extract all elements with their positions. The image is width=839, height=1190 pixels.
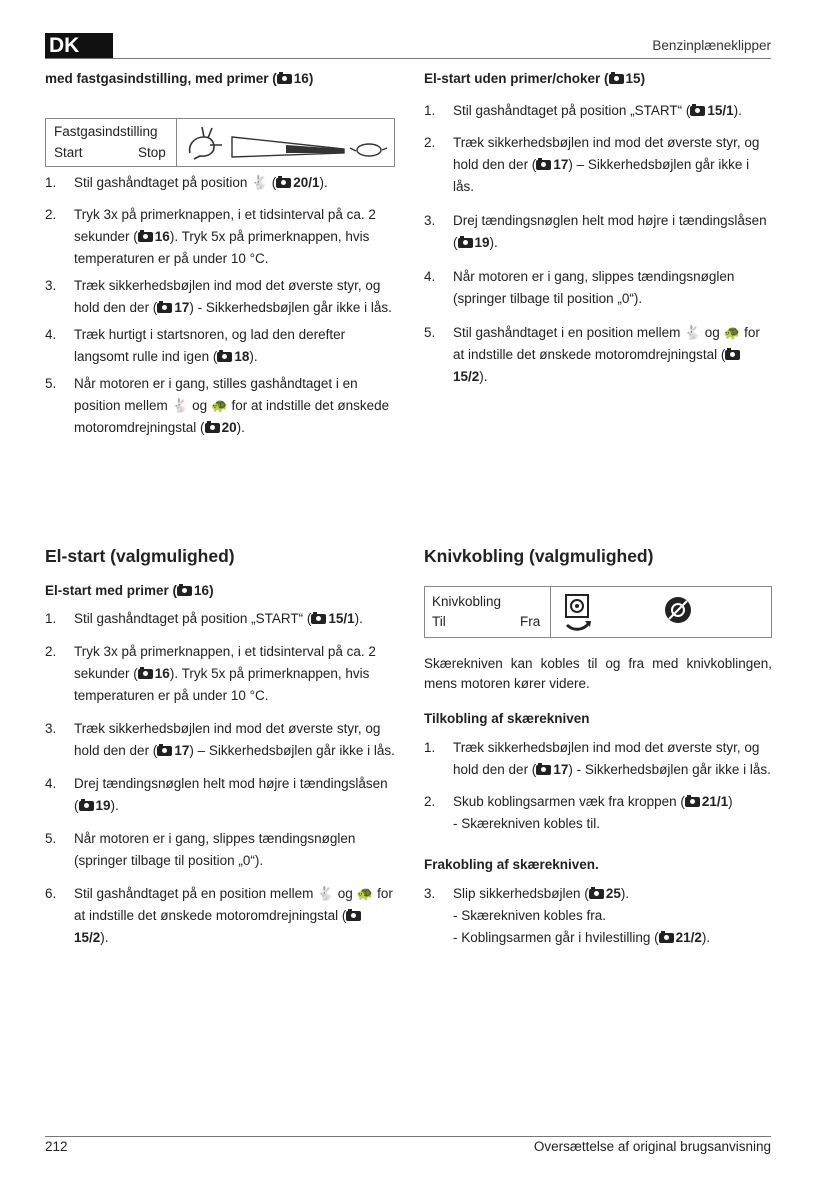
table-label: Start (54, 145, 83, 160)
subheading-engage: Tilkobling af skærekniven (424, 711, 590, 726)
camera-icon (138, 232, 153, 242)
list-item: 2. Træk sikkerhedsbøjlen ind mod det øverste styr, og hold den der ( 17) – Sikkerhedsbøjlen går ikke i lås. (424, 135, 760, 194)
list-item: 2. Skub koblingsarmen væk fra kroppen ( 21/1) - Skærekniven kobles til. (424, 794, 733, 831)
camera-icon (217, 352, 232, 362)
blade-clutch-table (424, 586, 772, 638)
camera-icon (659, 933, 674, 943)
table-label: Knivkobling (432, 594, 502, 609)
subheading-disengage: Frakobling af skærekniven. (424, 857, 599, 872)
list-item: 5. Stil gashåndtaget i en position mellem 🐇 og 🐢 for at indstille det ønskede motoromdrejningstal (15/2). (424, 325, 760, 384)
table-label: Til (432, 614, 446, 629)
camera-icon (589, 889, 604, 899)
camera-icon (458, 238, 473, 248)
section-heading: El-start uden primer/choker ( 15) (424, 71, 646, 86)
list-item: 3. Slip sikkerhedsbøjlen ( 25). - Skærekniven kobles fra. - Koblingsarmen går i hvilestilling ( 21/2). (424, 886, 711, 945)
header-rule (45, 58, 771, 59)
page-number: 212 (45, 1139, 68, 1154)
camera-icon (205, 423, 220, 433)
table-label: Fastgasindstilling (54, 124, 158, 139)
list-item: 2. Tryk 3x på primerknappen, i et tidsinterval på ca. 2 sekunder ( 16). Tryk 5x på primerknappen, hvis temperaturen er på under 10 °C. (45, 644, 376, 703)
left-top-steps (45, 172, 395, 439)
camera-icon (157, 746, 172, 756)
turtle-icon: 🐢 (723, 325, 741, 340)
camera-icon (157, 303, 172, 313)
camera-icon (79, 801, 94, 811)
throttle-table (45, 118, 395, 167)
footer-text: Oversættelse af original brugsanvisning (533, 1139, 771, 1154)
list-item: 1. Stil gashåndtaget på position 🐇 ( 20/1). (45, 175, 328, 190)
camera-icon (685, 797, 700, 807)
list-item: 6. Stil gashåndtaget på en position mellem 🐇 og 🐢 for at indstille det ønskede motoromdrejningstal (15/2). (45, 886, 393, 945)
rabbit-icon: 🐇 (317, 886, 334, 901)
left-bottom-section (45, 546, 395, 949)
footer-rule (45, 1136, 771, 1137)
right-bottom-text (424, 654, 772, 949)
camera-icon (690, 106, 705, 116)
camera-icon (536, 765, 551, 775)
language-tab: DK (45, 33, 113, 59)
section-heading: El-start med primer ( 16) (45, 583, 214, 598)
camera-icon (609, 74, 624, 84)
list-item: 4. Træk hurtigt i startsnoren, og lad den derefter langsomt rulle ind igen ( 18). (45, 327, 346, 364)
table-label: Stop (138, 145, 166, 160)
blade-disengage-icon (663, 595, 693, 625)
camera-icon (536, 160, 551, 170)
right-top-section (424, 71, 772, 388)
list-item: 1. Stil gashåndtaget på position „START“ ( 15/1). (45, 611, 363, 626)
section-title: Knivkobling (valgmulighed) (424, 546, 654, 566)
camera-icon (138, 669, 153, 679)
list-item: 5. Når motoren er i gang, stilles gashåndtaget i en position mellem 🐇 og 🐢 for at indstille det ønskede motoromdrejningstal ( 20). (45, 376, 390, 435)
rabbit-turtle-speed-icon (184, 123, 389, 163)
table-label: Fra (520, 614, 541, 629)
rabbit-icon: 🐇 (171, 398, 189, 413)
intro-paragraph: Skærekniven kan kobles til og fra med knivkoblingen, mens motoren kører videre. (424, 656, 772, 691)
list-item: 3. Træk sikkerhedsbøjlen ind mod det øverste styr, og hold den der ( 17) – Sikkerhedsbøjlen går ikke i lås. (45, 721, 395, 758)
camera-icon (311, 614, 326, 624)
header-title: Benzinplæneklipper (652, 38, 771, 53)
list-item: 5. Når motoren er i gang, slippes tændingsnøglen (springer tilbage til position „0“). (45, 831, 356, 868)
list-item: 1. Træk sikkerhedsbøjlen ind mod det øverste styr, og hold den der ( 17) - Sikkerhedsbøjlen går ikke i lås. (424, 740, 771, 777)
rabbit-icon: 🐇 (251, 175, 268, 190)
section-heading: med fastgasindstilling, med primer ( 16) (45, 71, 314, 86)
list-item: 4. Når motoren er i gang, slippes tændingsnøglen (springer tilbage til position „0“). (424, 269, 735, 306)
camera-icon (277, 74, 292, 84)
list-item: 3. Træk sikkerhedsbøjlen ind mod det øverste styr, og hold den der ( 17) - Sikkerhedsbøjlen går ikke i lås. (45, 278, 392, 315)
left-top-section (45, 71, 395, 86)
right-bottom-section (424, 546, 772, 567)
camera-icon (177, 586, 192, 596)
turtle-icon: 🐢 (356, 886, 374, 901)
rabbit-icon: 🐇 (684, 325, 701, 340)
section-title: El-start (valgmulighed) (45, 546, 235, 566)
camera-icon (725, 350, 740, 360)
list-item: 2. Tryk 3x på primerknappen, i et tidsinterval på ca. 2 sekunder ( 16). Tryk 5x på primerknappen, hvis temperaturen er på under 10 °C. (45, 207, 376, 266)
turtle-icon: 🐢 (210, 398, 228, 413)
list-item: 3. Drej tændingsnøglen helt mod højre i tændingslåsen ( 19). (424, 213, 767, 250)
blade-engage-icon (563, 593, 597, 633)
list-item: 1. Stil gashåndtaget på position „START“ ( 15/1). (424, 103, 742, 118)
camera-icon (276, 178, 291, 188)
list-item: 4. Drej tændingsnøglen helt mod højre i tændingslåsen ( 19). (45, 776, 388, 813)
camera-icon (346, 911, 361, 921)
